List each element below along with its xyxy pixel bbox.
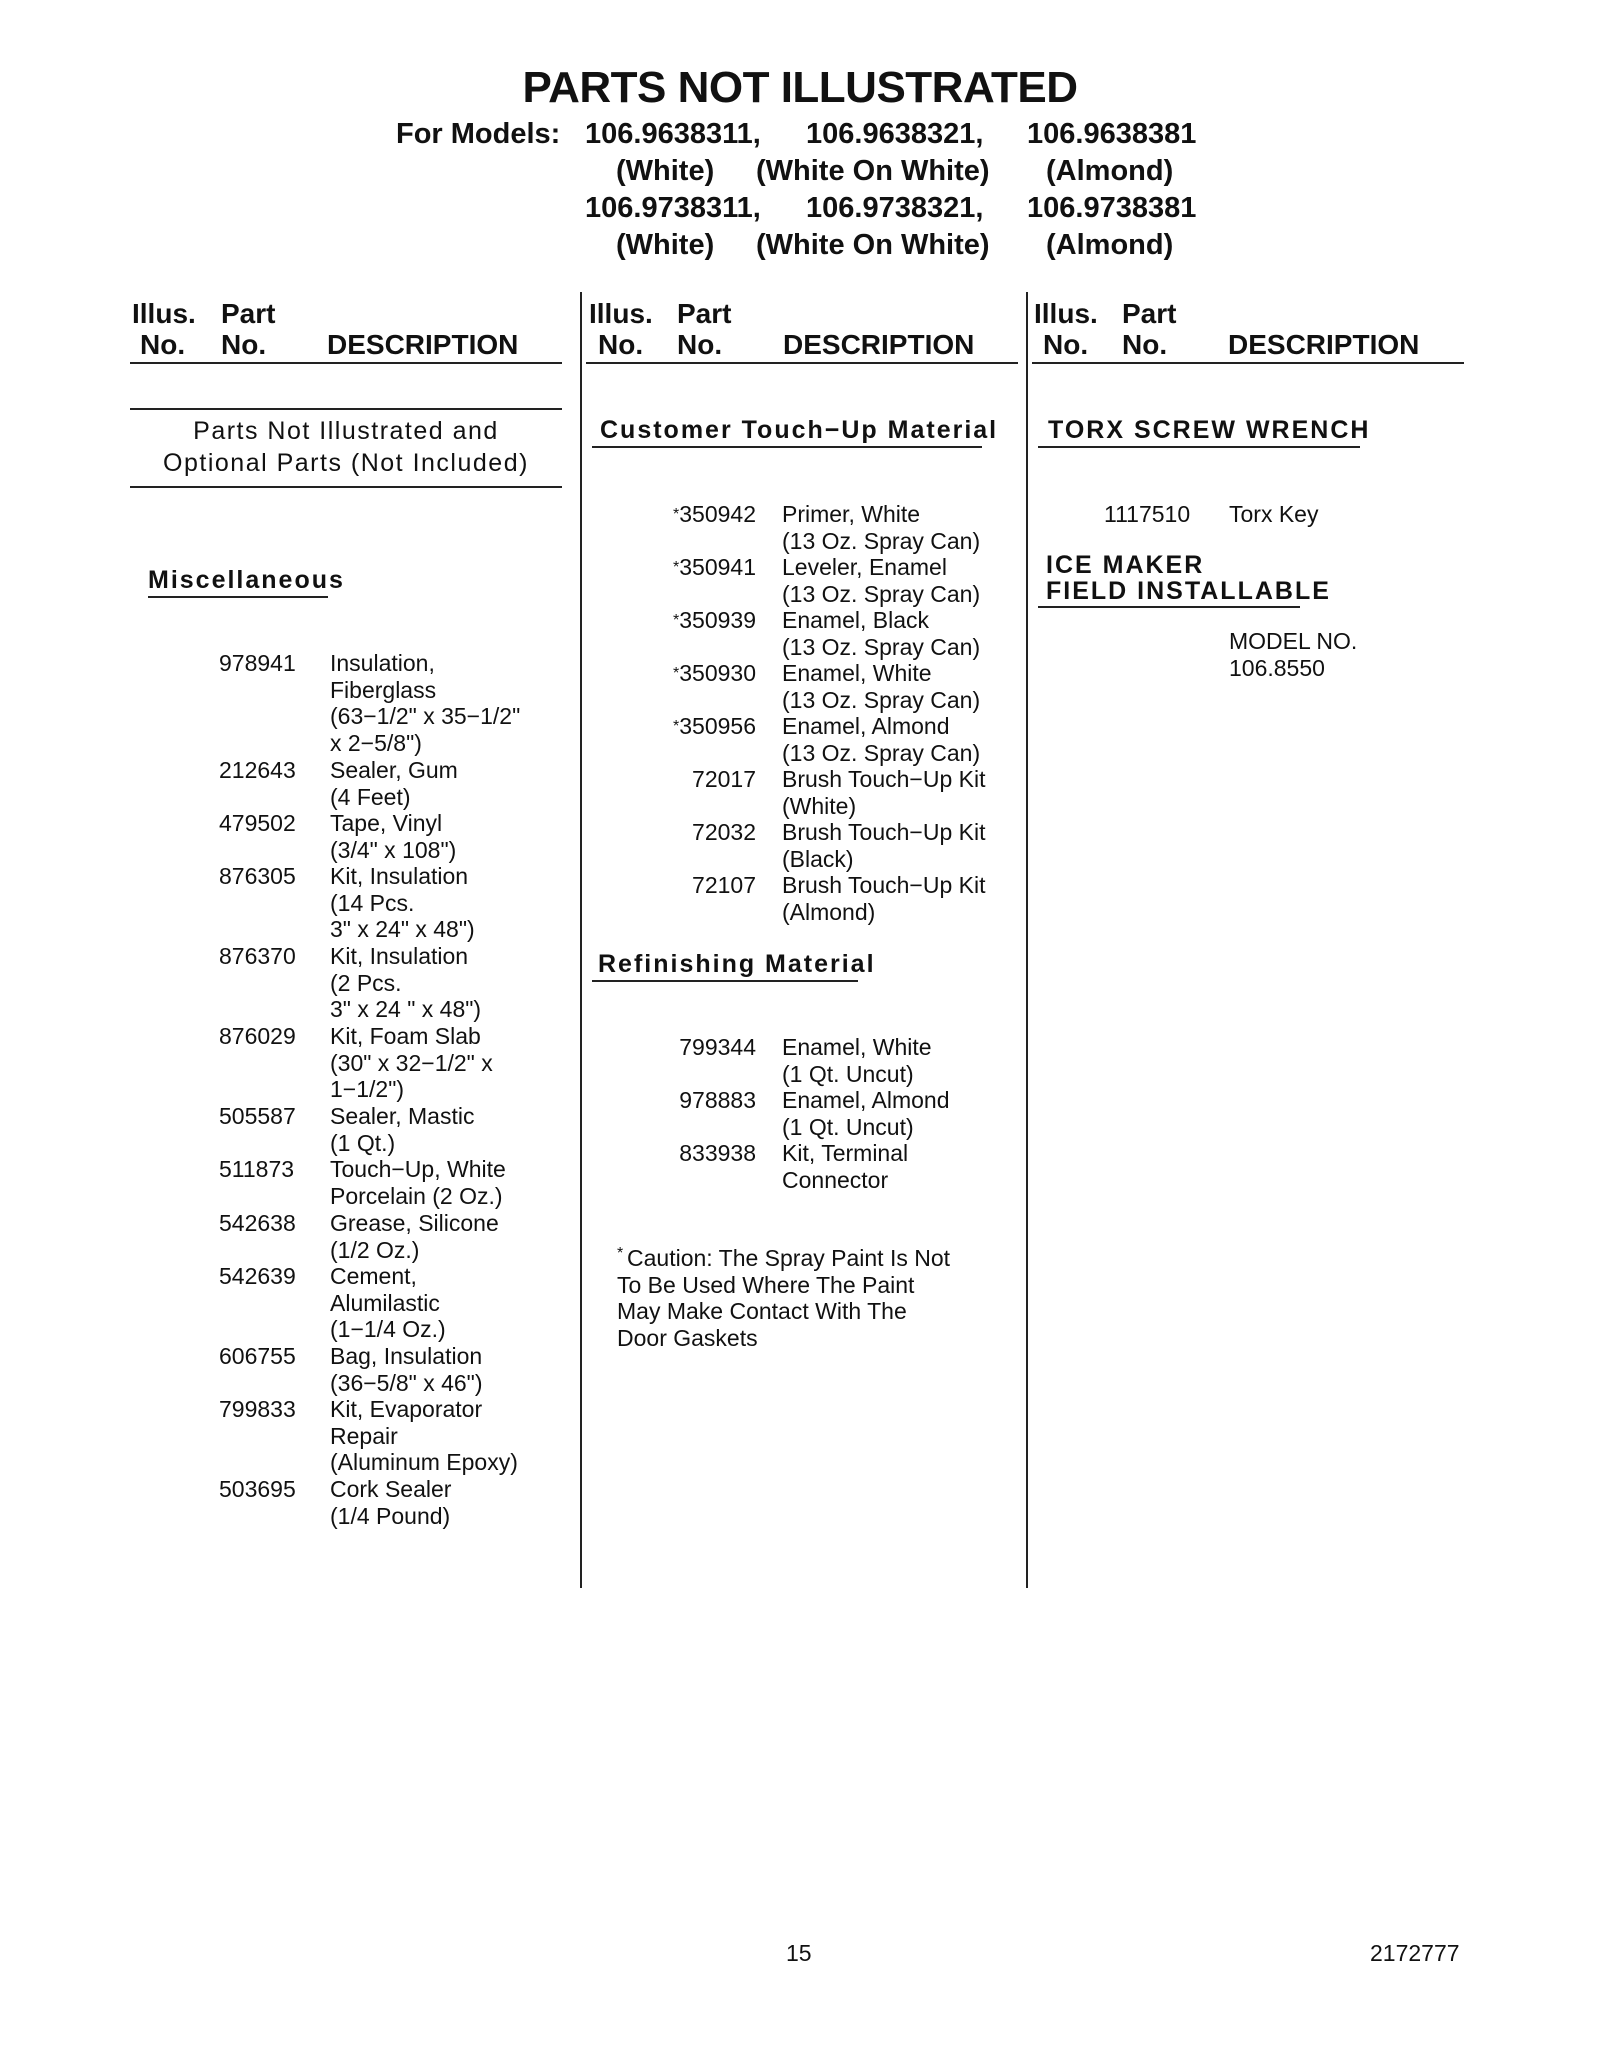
caution-text: Caution: The Spray Paint Is Not To Be Used Where The Paint May Make Contact With The Door Gaskets xyxy=(617,1245,951,1351)
asterisk-mark: * xyxy=(673,665,680,682)
header-no: No. xyxy=(677,329,723,360)
part-number: *350956 xyxy=(673,713,756,739)
header-no: No. xyxy=(221,329,267,360)
part-description: Sealer, Gum (4 Feet) xyxy=(330,757,458,810)
page-title: PARTS NOT ILLUSTRATED xyxy=(522,63,1078,112)
part-number: 799833 xyxy=(219,1396,296,1422)
part-description: Brush Touch−Up Kit (Almond) xyxy=(782,872,986,925)
part-number: 606755 xyxy=(219,1343,296,1369)
model-number: 106.9638381 xyxy=(1027,118,1197,150)
part-description: Enamel, Almond (1 Qt. Uncut) xyxy=(782,1087,950,1140)
header-no: No. xyxy=(1122,329,1168,360)
section-underline xyxy=(592,980,858,982)
header-illus: Illus. xyxy=(1034,298,1098,329)
model-number: 106.9738381 xyxy=(1027,192,1197,224)
part-number: 833938 xyxy=(679,1140,756,1166)
models-label: For Models: xyxy=(396,118,561,150)
model-color: (Almond) xyxy=(1046,155,1174,187)
asterisk-mark: * xyxy=(673,612,680,629)
part-number: 72032 xyxy=(692,819,756,845)
part-description: Tape, Vinyl (3/4" x 108") xyxy=(330,810,457,863)
part-description: Kit, Evaporator Repair (Aluminum Epoxy) xyxy=(330,1396,518,1476)
model-color: (White) xyxy=(616,229,715,261)
part-description: Kit, Foam Slab (30" x 32−1/2" x 1−1/2") xyxy=(330,1023,493,1103)
part-description: Kit, Insulation (2 Pcs. 3" x 24 " x 48") xyxy=(330,943,482,1023)
part-number: 72107 xyxy=(692,872,756,898)
caution-note xyxy=(617,1245,1017,1351)
part-number: 511873 xyxy=(219,1156,295,1182)
header-illus: Illus. xyxy=(132,298,196,329)
part-number: 876029 xyxy=(219,1023,296,1049)
section-heading-refinishing: Refinishing Material xyxy=(598,950,876,978)
section-heading-miscellaneous: Miscellaneous xyxy=(148,566,345,594)
header-underline xyxy=(1032,362,1464,364)
header-underline xyxy=(130,362,562,364)
header-part: Part xyxy=(677,298,732,329)
header-no: No. xyxy=(1043,329,1089,360)
model-number: 106.9638311, xyxy=(585,118,761,150)
header-description: DESCRIPTION xyxy=(1228,329,1420,360)
model-color: (Almond) xyxy=(1046,229,1174,261)
part-description: Enamel, White (13 Oz. Spray Can) xyxy=(782,660,981,713)
part-description: Brush Touch−Up Kit (Black) xyxy=(782,819,986,872)
part-number: 876305 xyxy=(219,863,296,889)
header-description: DESCRIPTION xyxy=(327,329,519,360)
part-description: Kit, Terminal Connector xyxy=(782,1140,909,1193)
part-description: Touch−Up, White Porcelain (2 Oz.) xyxy=(330,1156,506,1209)
part-number: 1117510 xyxy=(1104,501,1191,527)
model-number: 106.9638321, xyxy=(806,118,984,150)
note-rule-top xyxy=(130,408,562,410)
header-underline xyxy=(586,362,1018,364)
part-number: *350939 xyxy=(673,607,756,633)
part-description: Enamel, White (1 Qt. Uncut) xyxy=(782,1034,932,1087)
header-part: Part xyxy=(221,298,276,329)
note-rule-bottom xyxy=(130,486,562,488)
part-number: 505587 xyxy=(219,1103,296,1129)
section-underline xyxy=(1038,446,1360,448)
model-number: 106.9738311, xyxy=(585,192,761,224)
header-illus: Illus. xyxy=(589,298,653,329)
part-number: *350941 xyxy=(673,554,756,580)
part-number: *350930 xyxy=(673,660,756,686)
part-number: 212643 xyxy=(219,757,296,783)
part-description: Brush Touch−Up Kit (White) xyxy=(782,766,986,819)
model-color: (White) xyxy=(616,155,715,187)
section-heading-torx: TORX SCREW WRENCH xyxy=(1048,416,1371,444)
header-no: No. xyxy=(140,329,186,360)
part-description: Leveler, Enamel (13 Oz. Spray Can) xyxy=(782,554,981,607)
part-description: Grease, Silicone (1/2 Oz.) xyxy=(330,1210,499,1263)
part-description: Enamel, Black (13 Oz. Spray Can) xyxy=(782,607,981,660)
asterisk-mark: * xyxy=(673,506,680,523)
asterisk-mark: * xyxy=(673,559,680,576)
model-number: 106.9738321, xyxy=(806,192,984,224)
asterisk-mark: * xyxy=(617,1245,624,1262)
section-heading-field-installable: FIELD INSTALLABLE xyxy=(1046,577,1331,605)
section-heading-ice-maker: ICE MAKER xyxy=(1046,551,1205,579)
part-description: Primer, White (13 Oz. Spray Can) xyxy=(782,501,981,554)
page-number: 15 xyxy=(786,1940,812,1966)
header-no: No. xyxy=(598,329,644,360)
document-number: 2172777 xyxy=(1370,1940,1460,1966)
part-number: *350942 xyxy=(673,501,756,527)
part-description: Torx Key xyxy=(1229,501,1319,527)
section-underline xyxy=(148,596,328,598)
asterisk-mark: * xyxy=(673,718,680,735)
part-number: 503695 xyxy=(219,1476,296,1502)
parts-note: Parts Not Illustrated and Optional Parts (Not Included) xyxy=(163,417,529,477)
section-heading-touch-up: Customer Touch−Up Material xyxy=(600,416,999,444)
model-value: 106.8550 xyxy=(1229,655,1325,681)
header-part: Part xyxy=(1122,298,1177,329)
part-number: 978883 xyxy=(679,1087,756,1113)
model-color: (White On White) xyxy=(756,229,990,261)
part-number: 72017 xyxy=(692,766,756,792)
part-number: 876370 xyxy=(219,943,296,969)
part-number: 542639 xyxy=(219,1263,296,1289)
column-divider xyxy=(580,292,582,1588)
part-description: Enamel, Almond (13 Oz. Spray Can) xyxy=(782,713,981,766)
part-description: Sealer, Mastic (1 Qt.) xyxy=(330,1103,475,1156)
part-number: 479502 xyxy=(219,810,296,836)
part-number: 799344 xyxy=(679,1034,756,1060)
part-description: Cork Sealer (1/4 Pound) xyxy=(330,1476,452,1529)
part-description: Cement, Alumilastic (1−1/4 Oz.) xyxy=(330,1263,446,1343)
part-description: Bag, Insulation (36−5/8" x 46") xyxy=(330,1343,483,1396)
part-description: Kit, Insulation (14 Pcs. 3" x 24" x 48") xyxy=(330,863,475,943)
part-description: Insulation, Fiberglass (63−1/2" x 35−1/2" x 2−5/8") xyxy=(330,650,521,756)
header-description: DESCRIPTION xyxy=(783,329,975,360)
part-number: 542638 xyxy=(219,1210,296,1236)
section-underline xyxy=(1038,606,1300,608)
model-color: (White On White) xyxy=(756,155,990,187)
part-number: 978941 xyxy=(219,650,296,676)
model-label: MODEL NO. xyxy=(1229,628,1358,654)
section-underline xyxy=(592,446,982,448)
column-divider xyxy=(1026,292,1028,1588)
